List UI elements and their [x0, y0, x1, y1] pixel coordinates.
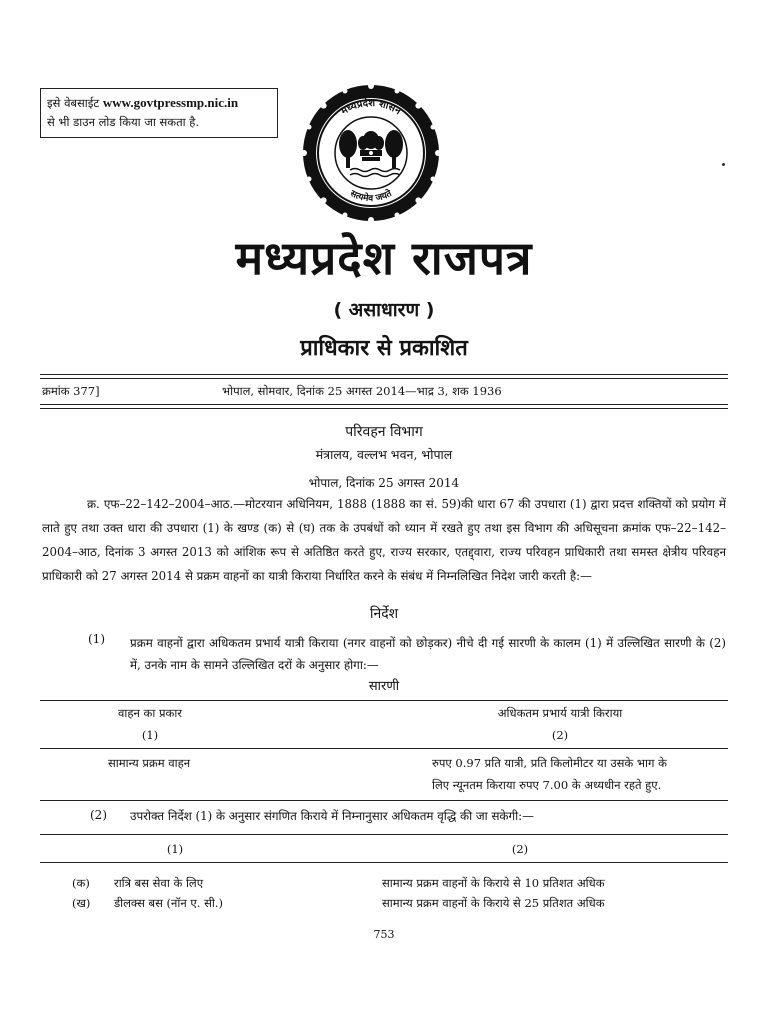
table1-vehicle-type: सामान्य प्रक्रम वाहन [108, 756, 191, 770]
direction-1-text: प्रक्रम वाहनों द्वारा अधिकतम प्रभार्य यात्री किराया (नगर वाहनों को छोड़कर) नीचे दी गई सारणी के कालम (1) में उल्लिखित सारणी के (2) में, उनके नाम के सामने उल्लिखित दरों के अनुसार होगा:— [130, 636, 726, 672]
website-url: www.govtpressmp.nic.in [102, 95, 239, 110]
direction-2-text: उपरोक्त निर्देश (1) के अनुसार संगणित किराये में निम्नानुसार अधिकतम वृद्धि की जा सकेगी:— [130, 809, 534, 823]
table1-col2-header: अधिकतम प्रभार्य यात्री किराया [497, 706, 623, 720]
table2-row-label: (ख) [72, 896, 91, 910]
table1-col2-number: (2) [551, 728, 569, 742]
scan-speck [722, 163, 725, 166]
table2-row-increase: सामान्य प्रक्रम वाहनों के किराये से 10 प्रतिशत अधिक [382, 876, 605, 890]
notice-line-1 [47, 93, 271, 113]
table2-row-increase: सामान्य प्रक्रम वाहनों के किराये से 25 प्रतिशत अधिक [382, 896, 605, 910]
notice-prefix: इसे वेबसाईट [47, 96, 100, 110]
direction-1-number: (1) [88, 632, 105, 646]
notice-line-2: से भी डाउन लोड किया जा सकता है. [47, 115, 200, 129]
table1-fare-line-1: रुपए 0.97 प्रति यात्री, प्रति किलोमीटर या उसके भाग के [432, 756, 667, 770]
issue-top-rule [40, 374, 728, 375]
table1-bottom-rule [40, 800, 728, 801]
table2-row-label: (क) [72, 876, 90, 890]
table2-row-item: डीलक्स बस (नॉन ए. सी.) [114, 896, 224, 910]
emblem-top-text: मध्यप्रदेश शासन [339, 97, 403, 118]
table1-top-rule [40, 700, 728, 701]
table-title: सारणी [368, 679, 400, 694]
issue-top-rule-2 [40, 378, 728, 379]
table2-col1-number: (1) [166, 842, 184, 856]
table2-top-rule [40, 834, 728, 835]
gazette-edition: ( असाधारण ) [333, 299, 435, 321]
directions-heading: निर्देश [369, 606, 399, 622]
publication-authority: प्राधिकार से प्रकाशित [300, 336, 468, 361]
order-paragraph: क्र. एफ–22–142–2004–आठ.—मोटरयान अधिनियम, 1888 (1888 का सं. 59)की धारा 67 की उपधारा (1) द्वारा प्रदत्त शक्तियों को प्रयोग में लाते हुए तथा उक्त धारा की उपधारा (1) के खण्ड (क) से (घ) तक के उपबंधों को ध्यान में रखते हुए तथा इस विभाग की अधिसूचना क्रमांक एफ–22–142–2004–आठ, दिनांक 3 अगस्त 2013 को आंशिक रूप से अतिष्ठित करते हुए, राज्य सरकार, एतद्द्वारा, राज्य परिवहन प्राधिकारी तथा समस्त क्षेत्रीय परिवहन प्राधिकारी को 27 अगस्त 2014 से प्रक्रम वाहनों का यात्री किराया निर्धारित करने के संबंध में निम्नलिखित निदेश जारी करती है:— [42, 497, 726, 583]
issue-dateline: भोपाल, सोमवार, दिनांक 25 अगस्त 2014—भाद्र 3, शक 1936 [222, 384, 502, 398]
table1-col1-number: (1) [141, 728, 159, 742]
issue-bottom-rule-2 [40, 408, 728, 409]
gazette-title: मध्यप्रदेश राजपत्र [235, 231, 533, 285]
emblem-bottom-text: सत्यमेव जयते [348, 188, 394, 205]
department-name: परिवहन विभाग [345, 424, 423, 440]
table2-row-item: रात्रि बस सेवा के लिए [114, 876, 204, 890]
table1-header-rule [40, 748, 728, 749]
issue-number: क्रमांक 377] [42, 384, 100, 398]
direction-2-number: (2) [90, 808, 107, 822]
state-emblem-seal [300, 82, 442, 224]
download-notice-box [40, 88, 278, 138]
issue-bottom-rule [40, 404, 728, 405]
department-office: मंत्रालय, वल्लभ भवन, भोपाल [315, 447, 453, 462]
order-date: भोपाल, दिनांक 25 अगस्त 2014 [308, 476, 460, 490]
page-number: 753 [373, 928, 395, 941]
table1-fare-line-2: लिए न्यूनतम किराया रुपए 7.00 के अध्यधीन रहते हुए. [432, 778, 662, 792]
table2-header-rule [40, 862, 728, 863]
table1-col1-header: वाहन का प्रकार [117, 706, 183, 720]
table2-col2-number: (2) [511, 842, 529, 856]
